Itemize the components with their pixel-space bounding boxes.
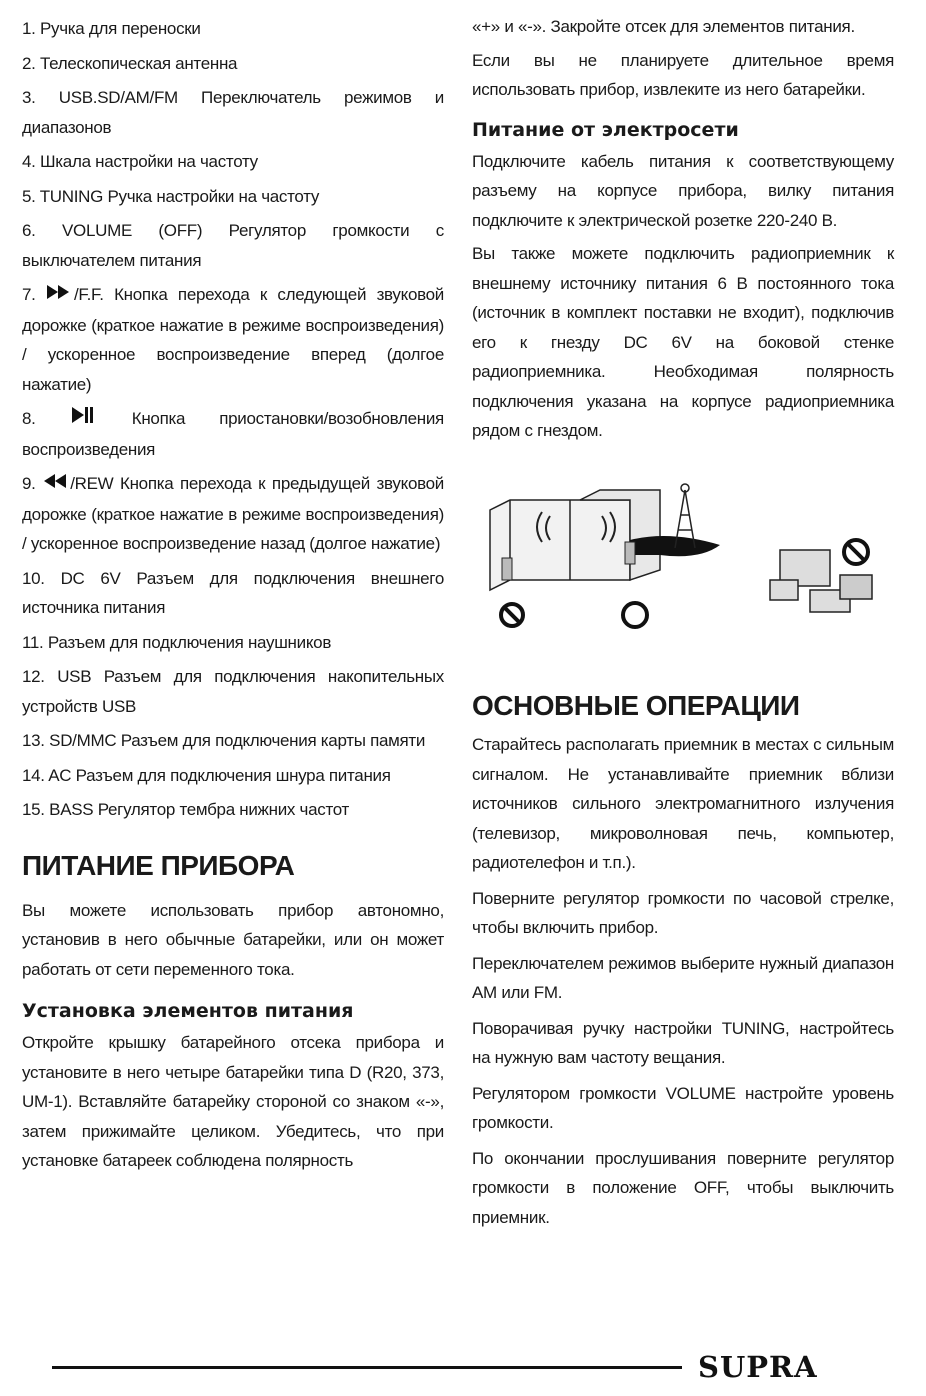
- play-pause-icon: [70, 405, 96, 435]
- list-item: 10. DC 6V Разъем для подключения внешнего источника питания: [22, 568, 444, 617]
- list-item: 5. TUNING Ручка настройки на частоту: [22, 186, 320, 206]
- operations-paragraph: Поворачивая ручку настройки TUNING, настройтесь на нужную вам частоту вещания.: [472, 1018, 894, 1067]
- item-number: 8.: [22, 409, 36, 428]
- battery-continued: «+» и «-». Закройте отсек для элементов питания.: [472, 17, 855, 36]
- prohibited-icon: [844, 540, 868, 564]
- mains-paragraph: Подключите кабель питания к соответствующему разъему на корпусе прибора, вилку питания подключите к электрической розетке 220-240 В.: [472, 151, 894, 230]
- list-item-previous-track: [22, 469, 444, 559]
- operations-section: [472, 690, 894, 1232]
- item-text: Кнопка приостановки/возобновления воспроизведения: [22, 409, 444, 459]
- radio-icon: [625, 542, 635, 564]
- operations-paragraph: По окончании прослушивания поверните регулятор громкости в положение OFF, чтобы выключить приемник.: [472, 1148, 894, 1227]
- right-column: [472, 0, 894, 446]
- list-item: 4. Шкала настройки на частоту: [22, 152, 258, 171]
- fast-forward-icon: [46, 281, 72, 311]
- operations-heading: ОСНОВНЫЕ ОПЕРАЦИИ: [472, 690, 800, 721]
- list-item-play-pause: [22, 404, 444, 464]
- list-item: 1. Ручка для переноски: [22, 19, 201, 38]
- list-item: 6. VOLUME (OFF) Регулятор громкости с выключателем питания: [22, 221, 444, 270]
- item-text: /F.F. Кнопка перехода к следующей звуковой дорожке (краткое нажатие в режиме воспроизведения) / ускоренное воспроизведение вперед (долгое нажатие): [22, 285, 444, 394]
- operations-paragraph: Регулятором громкости VOLUME настройте уровень громкости.: [472, 1083, 894, 1132]
- allowed-icon: [623, 603, 647, 627]
- operations-paragraph: Поверните регулятор громкости по часовой стрелке, чтобы включить прибор.: [472, 888, 894, 937]
- radio-icon: [502, 558, 512, 580]
- list-item: 2. Телескопическая антенна: [22, 53, 238, 73]
- prohibited-icon: [501, 604, 523, 626]
- placement-illustration: [480, 480, 900, 640]
- operations-paragraph: Переключателем режимов выберите нужный диапазон AM или FM.: [472, 953, 894, 1002]
- footer-divider: [52, 1366, 682, 1369]
- left-column: [22, 0, 444, 1176]
- dc-paragraph: Вы также можете подключить радиоприемник к внешнему источнику питания 6 В постоянного тока (источник в комплект поставки не входит), подключив его к гнезду DC 6V на боковой стенке радиоприемника. Необходимая полярность подключения указана на корпусе радиоприемника рядом с гнездом.: [472, 244, 894, 440]
- list-item-next-track: [22, 280, 444, 399]
- item-text: /REW Кнопка перехода к предыдущей звуковой дорожке (краткое нажатие в режиме воспроизведения) / ускоренное воспроизведение назад (долгое нажатие): [22, 474, 444, 553]
- list-item: 11. Разъем для подключения наушников: [22, 632, 332, 652]
- item-number: 7.: [22, 285, 36, 304]
- supra-logo: SUPRA: [698, 1350, 818, 1384]
- list-item: 12. USB Разъем для подключения накопительных устройств USB: [22, 667, 444, 716]
- item-number: 9.: [22, 474, 36, 493]
- rewind-icon: [42, 470, 68, 500]
- list-item: 3. USB.SD/AM/FM Переключатель режимов и диапазонов: [22, 88, 444, 137]
- list-item: 14. AC Разъем для подключения шнура питания: [22, 765, 391, 785]
- operations-paragraph: Старайтесь располагать приемник в местах с сильным сигналом. Не устанавливайте приемник вблизи источников сильного электромагнитного излучения (телевизор, микроволновая печь, компьютер, радиотелефон и т.п.).: [472, 735, 894, 872]
- mains-heading: Питание от электросети: [472, 118, 739, 141]
- electronics-icon: [770, 550, 872, 612]
- list-item: 13. SD/MMC Разъем для подключения карты памяти: [22, 731, 426, 750]
- battery-paragraph: Откройте крышку батарейного отсека прибора и установите в него четыре батарейки типа D (R20, 373, UM-1). Вставляйте батарейку стороной со знаком «-», затем прижимайте целиком. Убедитесь, что при установке батареек соблюдена полярность: [22, 1033, 444, 1170]
- battery-note: Если вы не планируете длительное время использовать прибор, извлеките из него батарейки.: [472, 50, 894, 99]
- power-paragraph: Вы можете использовать прибор автономно, установив в него обычные батарейки, или он может работать от сети переменного тока.: [22, 900, 444, 979]
- battery-heading: Установка элементов питания: [22, 1000, 354, 1022]
- power-heading: ПИТАНИЕ ПРИБОРА: [22, 849, 295, 881]
- list-item: 15. BASS Регулятор тембра нижних частот: [22, 800, 350, 819]
